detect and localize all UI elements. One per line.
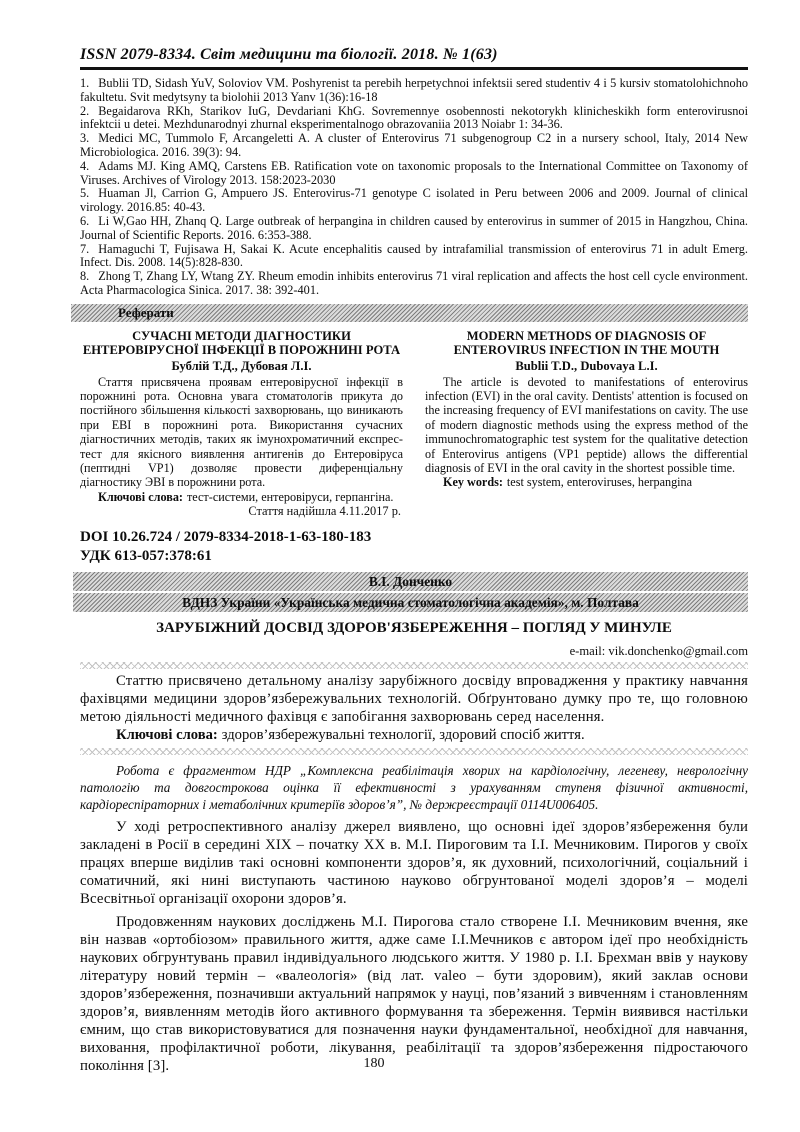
author-affiliation-band — [73, 572, 748, 612]
reference-text: Zhong T, Zhang LY, Wtang ZY. Rheum emodin inhibits enterovirus 71 viral replication and affects the host cell cycle environment. Acta Pharmacologica Sinica. 2017. 38: 392-401. — [80, 269, 748, 297]
abstract-keywords-en — [425, 475, 748, 489]
reference-item — [80, 215, 748, 243]
reference-text: Begaidarova RKh, Starikov IuG, Devdariani KhG. Sovremennye osobennosti nekotorykh klinicheskikh form enterovirusnoi infektcii u detei. Mezhdunarodnyi zhurnal eksperimentalnogo obrazovaniia 2013 Noiabr 1: 34-36. — [80, 103, 748, 132]
doi-line: DOI 10.26.724 / 2079-8334-2018-1-63-180-183 — [80, 529, 372, 546]
keywords-text: тест-системи, ентеровіруси, герпангіна. — [186, 489, 394, 504]
reference-item — [80, 132, 748, 160]
keywords-label: Key words: — [443, 475, 503, 490]
reference-text: Bublii TD, Sidash YuV, Soloviov VM. Poshyrenist ta perebih herpetychnoi infektsii sered studentiv 4 i 5 kursiv stomatolohichnoho fakultetu. Svit medytsyny ta biolohii 2013 Yanv 1(36):16-18 — [80, 76, 748, 104]
abstract-title-en: MODERN METHODS OF DIAGNOSIS OF ENTEROVIRUS INFECTION IN THE MOUTH — [453, 328, 720, 358]
article-keywords — [80, 726, 748, 744]
reference-number: 1. — [80, 76, 90, 90]
abstract-body-en: The article is devoted to manifestations of enterovirus infection (EVI) in the oral cavity. Dentists' attention is focused on the increasing frequency of EVI manifestations on cavity. The use of modern diagnostic methods using the express method of the immunochromatographic test system for the qualitative detection of Enterovirus antigens (VP1 peptide) allows the differential diagnosis of EVI in the oral cavity in the shortest possible time. — [425, 374, 748, 475]
keywords-text: test system, enteroviruses, herpangina — [506, 475, 693, 490]
abstract-title-uk: СУЧАСНІ МЕТОДИ ДІАГНОСТИКИ ЕНТЕРОВІРУСНОЇ ІНФЕКЦІЇ В ПОРОЖНИНІ РОТА — [82, 328, 401, 358]
body-paragraph: У ході ретроспективного аналізу джерел виявлено, що основні ідеї здоров’язбереження були закладені в Росії в середині XIX – початку XX в. М.І. Пироговим та І.І. Мечниковим. Пирогов у своїх працях вперше виділив такі основні компоненти здоров’я, як духовний, психологічний, соціальний і соматичний, які нині виступають частиною науково обгрунтованої моделі здоров’я – моделі Всесвітньої організації охорони здоров’я. — [80, 819, 748, 908]
zigzag-divider-top — [80, 662, 748, 669]
reference-text: Hamaguchi T, Fujisawa H, Sakai K. Acute encephalitis caused by intrafamilial transmission of enterovirus 71 in adult Emerg. Infect. Dis. 2008. 14(5):828-830. — [80, 241, 748, 270]
article-title: ЗАРУБІЖНИЙ ДОСВІД ЗДОРОВ'ЯЗБЕРЕЖЕННЯ – ПОГЛЯД У МИНУЛЕ — [156, 620, 672, 637]
keywords-label: Ключові слова: — [98, 489, 183, 504]
reference-number: 5. — [80, 186, 90, 201]
abstract-column-ukrainian — [80, 329, 403, 519]
abstract-authors-en: Bublii T.D., Dubovaya L.I. — [515, 358, 658, 373]
keywords-text: здоров’язбережувальні технології, здоровий спосіб життя. — [221, 727, 585, 744]
abstract-body-uk: Стаття присвячена проявам ентеровірусної інфекції в порожнині рота. Основна увага стоматологів прикута до постійного збільшення кількості захворювань, що виникають при ЕВІ в порожнині рота. Використання сучасних діагностичних методів, таких як імунохроматичний експрес-тест для якісного виявлення антигенів до Ентеровіруса (пептидні VP1) дозволяє провести диференціальну діагностику ЭВІ в порожнини рота. — [80, 374, 403, 490]
abstract-column-english — [425, 329, 748, 519]
reference-item — [80, 160, 748, 188]
abstract-authors-uk: Бублій Т.Д., Дубовая Л.І. — [171, 358, 312, 373]
page-number: 180 — [363, 1056, 385, 1071]
article-email: e-mail: vik.donchenko@gmail.com — [569, 644, 748, 659]
reference-number: 3. — [80, 131, 90, 146]
abstracts-two-column — [80, 329, 748, 519]
identifier-block — [80, 528, 748, 566]
zigzag-divider-bottom — [80, 748, 748, 755]
reference-item — [80, 243, 748, 271]
reference-number: 6. — [80, 213, 90, 228]
reference-item — [80, 270, 748, 298]
reference-item — [80, 105, 748, 133]
reference-text: Adams MJ. King AMQ, Carstens EB. Ratification vote on taxonomic proposals to the International Committee on Taxonomy of Viruses. Archives of Virology 2013. 158:2023-2030 — [80, 158, 748, 187]
article-abstract: Статтю присвячено детальному аналізу зарубіжного досвіду впровадження у практику навчання фахівцями медицини здоров’язбережувальних технологій. Обґрунтовано думку про те, що головною метою діяльності медичного фахівця є запобігання захворювань серед населення. — [80, 673, 748, 726]
reference-text: Li W,Gao HH, Zhanq Q. Large outbreak of herpangina in children caused by enterovirus in summer of 2015 in Hangzhou, China. Journal of Scientific Reports. 2016. 6:353-388. — [80, 213, 748, 242]
article-received-date: Стаття надійшла 4.11.2017 р. — [248, 504, 401, 519]
udk-line: УДК 613-057:378:61 — [80, 548, 212, 565]
keywords-label: Ключові слова: — [116, 727, 218, 744]
article-author: В.І. Донченко — [73, 572, 748, 591]
reference-number: 8. — [80, 269, 90, 284]
reference-number: 7. — [80, 241, 90, 256]
body-paragraph: Продовженням наукових досліджень М.І. Пирогова стало створене І.І. Мечниковим вчення, яке він назвав «ортобіозом» правильного життя, адже саме І.І.Мечников є автором ідеї про необхідність наукових обгрунтувань правил індивідуального людського життя. У 1980 р. І.І. Брехман ввів у наукову літературу новий термін – «валеологія» (від лат. valeo – бути здоровим), який заклав основи здоров’язбереження, позначивши актуальний напрямок у науці, пов’язаний з вивченням і становленням здоров’я, виявленням методів його активного формування та збереження. Термін виявився настільки ємним, що став використовуватися для позначення науки фундаментальної, необхідної для навчання, виховання, профілактичної роботи, лікування, реабілітації та здоров’язбереження підростаючого покоління [3]. — [80, 914, 748, 1075]
article-affiliation: ВДНЗ України «Українська медична стоматологічна академія», м. Полтава — [73, 593, 748, 612]
reference-item — [80, 77, 748, 105]
reference-number: 2. — [80, 103, 90, 118]
reference-text: Medici MC, Tummolo F, Arcangeletti A. A cluster of Enterovirus 71 subgenogroup C2 in a nursery school, Italy, 2014 New Microbiologica. 2016. 39(3): 94. — [80, 131, 748, 159]
journal-header-line: ISSN 2079-8334. Світ медицини та біології. 2018. № 1(63) — [80, 46, 748, 70]
referaty-section-band: Реферати — [71, 304, 748, 322]
abstract-keywords-uk — [80, 490, 403, 504]
reference-list — [80, 77, 748, 298]
grant-note: Робота є фрагментом НДР „Комплексна реабілітація хворих на кардіологічну, легеневу, неврологічну патологію та довгострокова оцінка її ефективності з урахуванням ступеня фізичної активності, кардіореспіраторних і метаболічних критеріїв здоров’я”, № держреєстрації 0114U006405. — [80, 763, 748, 813]
reference-item — [80, 187, 748, 215]
reference-number: 4. — [80, 158, 90, 173]
reference-text: Huaman Jl, Carrion G, Ampuero JS. Enterovirus-71 genotype C isolated in Peru between 2006 and 2009. Journal of clinical virology. 2016.85: 40-43. — [80, 186, 748, 215]
